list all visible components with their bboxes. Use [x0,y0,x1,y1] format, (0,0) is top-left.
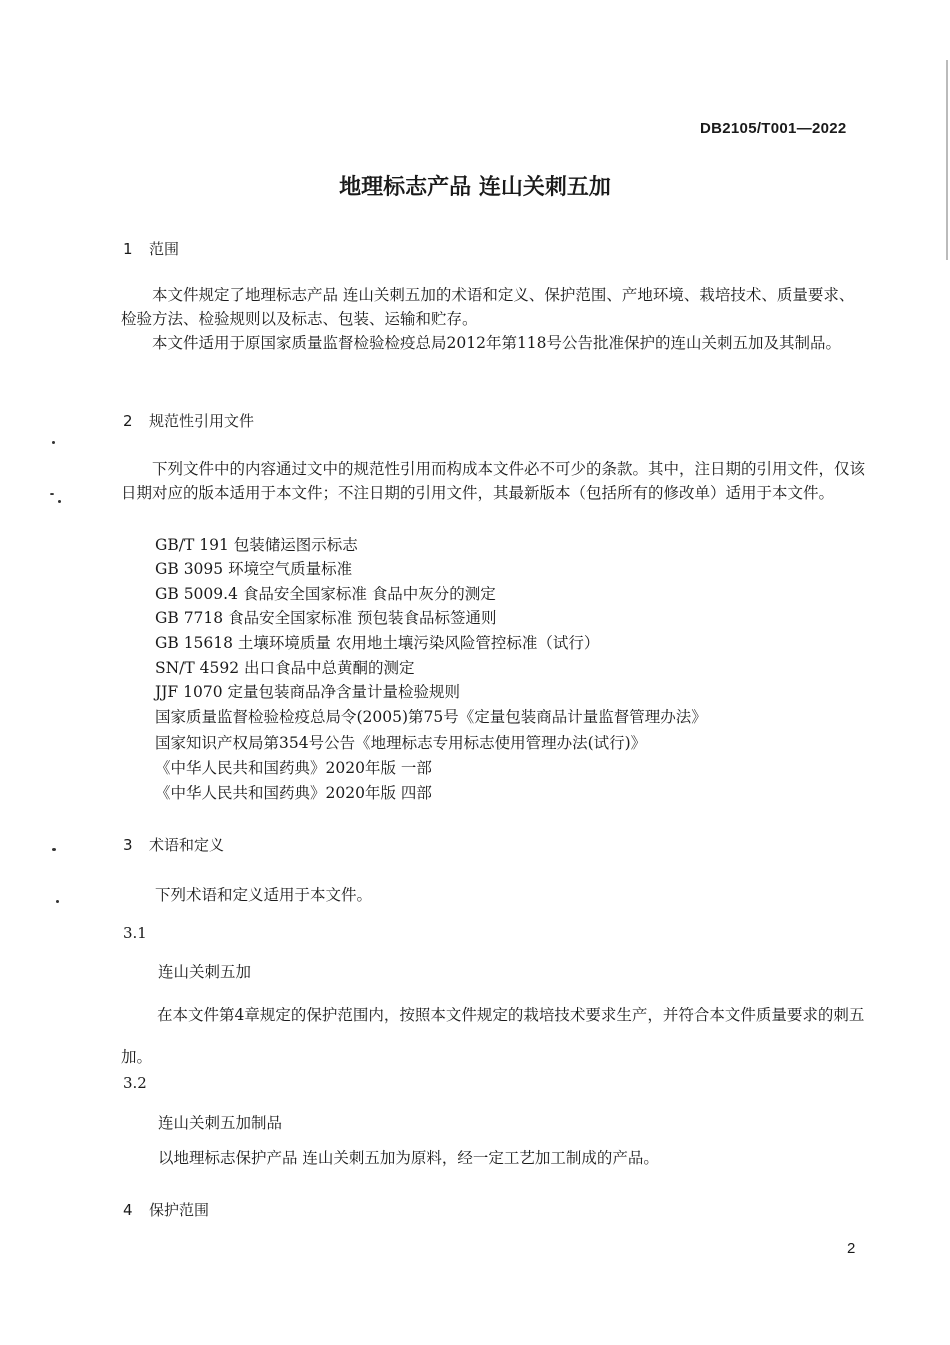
reference-item: GB 15618 土壤环境质量 农用地土壤污染风险管控标准（试行） [155,634,600,652]
term-definition: 以地理标志保护产品 连山关刺五加为原料，经一定工艺加工制成的产品。 [158,1149,659,1167]
scan-speck [52,848,56,851]
section-1-paragraph-1: 本文件规定了地理标志产品 连山关刺五加的术语和定义、保护范围、产地环境、栽培技术、质量要求、检验方法、检验规则以及标志、包装、运输和贮存。 [121,286,855,328]
term-definition: 在本文件第4章规定的保护范围内，按照本文件规定的栽培技术要求生产，并符合本文件质量要求的刺五加。 [121,1006,865,1066]
section-number: 4 [123,1201,133,1219]
reference-item: 《中华人民共和国药典》2020年版 一部 [155,759,432,777]
scan-speck [50,493,54,495]
reference-item: JJF 1070 定量包装商品净含量计量检验规则 [155,683,460,701]
reference-item: 国家知识产权局第354号公告《地理标志专用标志使用管理办法(试行)》 [155,734,647,752]
term-title: 连山关刺五加 [158,963,252,981]
scan-speck [52,441,55,444]
section-title: 规范性引用文件 [149,412,255,430]
section-title: 范围 [149,240,180,258]
section-title: 术语和定义 [149,836,225,854]
reference-item: SN/T 4592 出口食品中总黄酮的测定 [155,659,415,677]
section-number: 3 [123,836,133,854]
reference-item: 《中华人民共和国药典》2020年版 四部 [155,784,432,802]
scan-speck [58,500,61,503]
document-number: DB2105/T001—2022 [700,120,847,137]
section-2-paragraph: 下列文件中的内容通过文中的规范性引用而构成本文件必不可少的条款。其中，注日期的引用文件，仅该日期对应的版本适用于本文件；不注日期的引用文件，其最新版本（包括所有的修改单）适用于本文件。 [121,460,866,502]
reference-item: GB 5009.4 食品安全国家标准 食品中灰分的测定 [155,585,496,603]
reference-item: GB 3095 环境空气质量标准 [155,560,353,578]
section-title: 保护范围 [149,1201,210,1219]
clause-number: 3.2 [123,1074,147,1092]
term-title: 连山关刺五加制品 [158,1114,283,1132]
section-4-heading [123,1199,209,1220]
scan-speck [56,900,59,903]
reference-item: GB 7718 食品安全国家标准 预包装食品标签通则 [155,609,497,627]
clause-number: 3.1 [123,924,147,942]
scan-edge [946,60,948,260]
section-1-paragraph-2: 本文件适用于原国家质量监督检验检疫总局2012年第118号公告批准保护的连山关刺五加及其制品。 [152,334,842,352]
section-number: 2 [123,412,133,430]
section-number: 1 [123,240,133,258]
page-title: 地理标志产品 连山关刺五加 [339,175,611,200]
section-3-paragraph: 下列术语和定义适用于本文件。 [155,886,373,904]
section-3-heading [123,834,224,855]
reference-item: 国家质量监督检验检疫总局令(2005)第75号《定量包装商品计量监督管理办法》 [155,708,707,726]
section-1-heading [123,238,179,259]
section-2-heading [123,410,254,431]
page-number: 2 [847,1240,856,1257]
reference-item: GB/T 191 包装储运图示标志 [155,536,358,554]
